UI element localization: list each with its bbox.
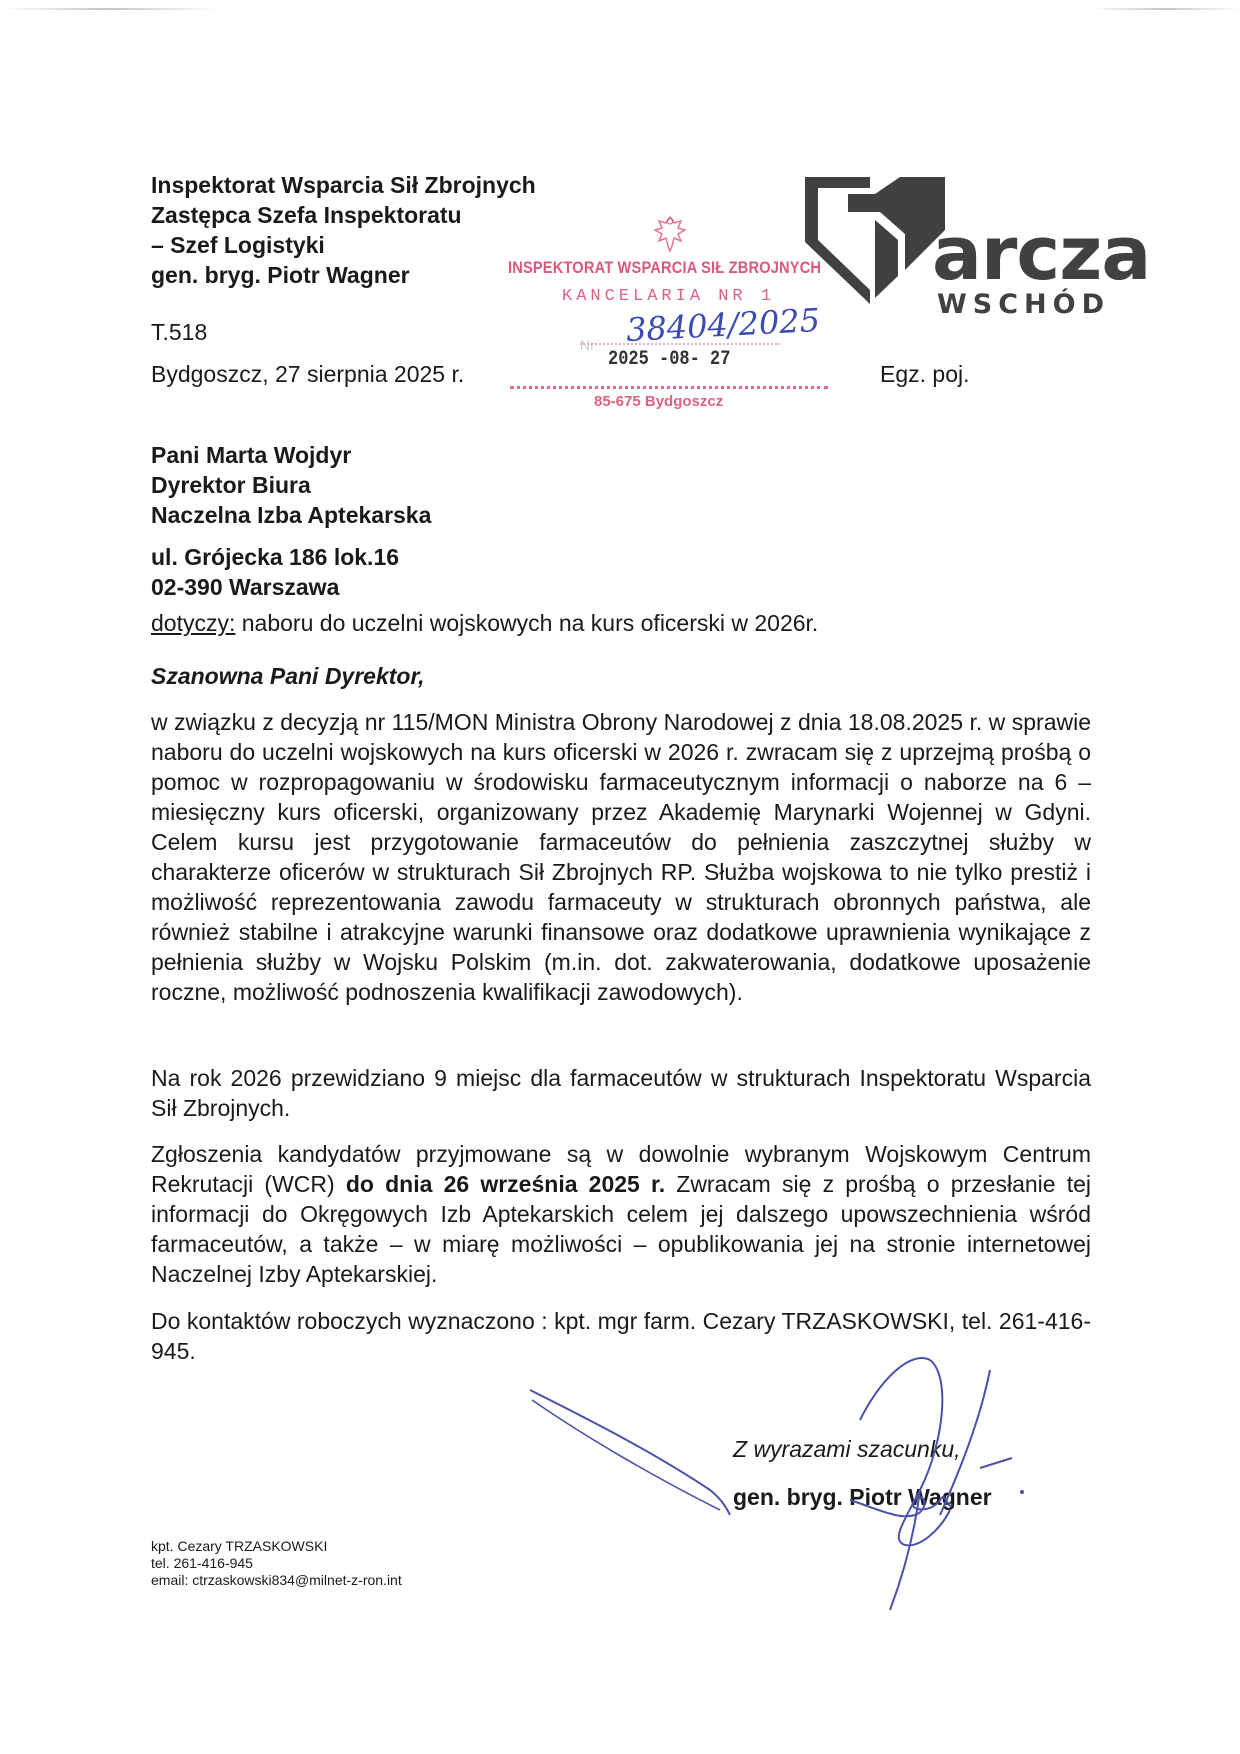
footer-phone: tel. 261-416-945 (151, 1555, 253, 1571)
footer-email: email: ctrzaskowski834@milnet-z-ron.int (151, 1572, 402, 1588)
reference-number: T.518 (151, 319, 208, 345)
scan-edge-left (0, 8, 220, 10)
stamp-institution: INSPEKTORAT WSPARCIA SIŁ ZBROJNYCH (508, 258, 822, 277)
signer-name: gen. bryg. Piotr Wagner (733, 1484, 992, 1510)
copy-note: Egz. poj. (880, 361, 970, 387)
logo-word-arcza: arcza (932, 211, 1151, 297)
paragraph-3-end: Zwracam się z prośbą o przesłanie tej informacji do Okręgowych Izb Aptekarskich celem jej dalszego upowszechnienia wśród farmaceutów, a także – w miarę możliwości – opublikowania jej na stronie internetowej Naczelnej Izby Aptekarskiej. (151, 1171, 1092, 1287)
stamp-dotted-line (510, 386, 828, 389)
recipient-name: Pani Marta Wojdyr (151, 442, 352, 468)
subject-label: dotyczy: (151, 610, 236, 636)
paragraph-2: Na rok 2026 przewidziano 9 miejsc dla farmaceutów w strukturach Inspektoratu Wsparcia Sił Zbrojnych. (151, 1065, 1091, 1121)
stamp-nr-label: Nr (580, 337, 595, 353)
paragraph-3-start: Zgłoszenia kandydatów przyjmowane są w dowolnie wybranym Wojskowym Centrum Rekrutacji (WCR) (151, 1141, 1091, 1197)
sender-name: gen. bryg. Piotr Wagner (151, 262, 410, 288)
handwritten-signature (520, 1340, 1140, 1630)
footer-contact (151, 1538, 402, 1589)
recipient-title: Dyrektor Biura (151, 472, 311, 498)
subject-line (151, 610, 818, 637)
paragraph-3-deadline: do dnia 26 września 2025 r. (345, 1171, 666, 1197)
recipient-city: 02-390 Warszawa (151, 574, 340, 600)
stamp-date: 2025 -08- 27 (608, 348, 731, 371)
eagle-emblem-icon (650, 213, 690, 257)
sender-institution: Inspektorat Wsparcia Sił Zbrojnych (151, 172, 536, 198)
shield-logo-icon (800, 172, 950, 312)
recipient-organization: Naczelna Izba Aptekarska (151, 502, 432, 528)
logo-word-wschod: WSCHÓD (937, 289, 1111, 320)
stamp-office: KANCELARIA NR 1 (562, 287, 776, 306)
sender-block (151, 170, 536, 290)
closing-phrase: Z wyrazami szacunku, (733, 1436, 961, 1462)
paragraph-3 (151, 1139, 1091, 1289)
sender-position: Zastępca Szefa Inspektoratu (151, 202, 462, 228)
recipient-street: ul. Grójecka 186 lok.16 (151, 544, 400, 570)
salutation: Szanowna Pani Dyrektor, (151, 663, 425, 689)
sender-department: – Szef Logistyki (151, 232, 325, 258)
recipient-block (151, 440, 431, 602)
place-date: Bydgoszcz, 27 sierpnia 2025 r. (151, 361, 465, 387)
footer-name: kpt. Cezary TRZASKOWSKI (151, 1538, 328, 1554)
stamp-city: 85-675 Bydgoszcz (594, 393, 724, 410)
scan-edge-right (1090, 8, 1240, 10)
stamp-handwritten-number: 38404/2025 (625, 300, 821, 350)
paragraph-1: w związku z decyzją nr 115/MON Ministra Obrony Narodowej z dnia 18.08.2025 r. w sprawie naboru do uczelni wojskowych na kurs oficerski w 2026 r. zwracam się z uprzejmą prośbą o pomoc w rozpropagowaniu w środowisku farmaceutycznym informacji o naborze na 6 – miesięczny kurs oficerski, organizowany przez Akademię Marynarki Wojennej w Gdyni. Celem kursu jest przygotowanie farmaceutów do pełnienia zaszczytnej służby w charakterze oficerów w strukturach Sił Zbrojnych RP. Służba wojskowa to nie tylko prestiż i możliwość reprezentowania zawodu farmaceuty w strukturach obronnych państwa, ale również stabilne i atrakcyjne warunki finansowe oraz dodatkowe uprawnienia wynikające z pełnienia służby w Wojsku Polskim (m.in. dot. zakwaterowania, dodatkowe uposażenie roczne, możliwość podnoszenia kwalifikacji zawodowych). (151, 709, 1091, 1005)
paragraph-4: Do kontaktów roboczych wyznaczono : kpt. mgr farm. Cezary TRZASKOWSKI, tel. 261-416-945. (151, 1308, 1091, 1364)
subject-text: naboru do uczelni wojskowych na kurs oficerski w 2026r. (235, 610, 819, 636)
